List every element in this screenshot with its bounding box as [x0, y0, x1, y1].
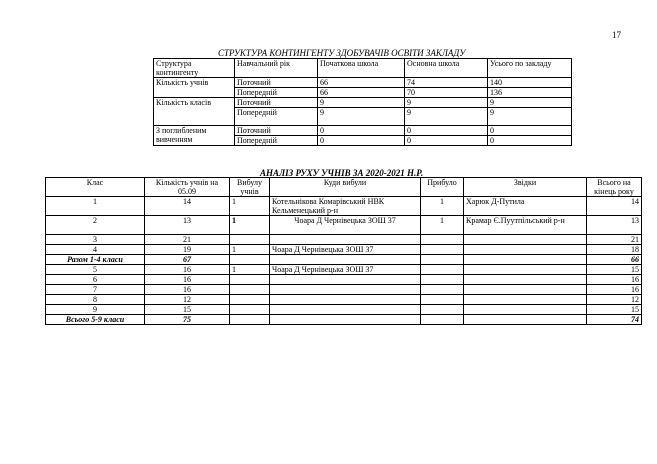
row-group: З поглибленим вивченням [154, 126, 235, 146]
cell: 16 [145, 275, 230, 285]
cell: Попередній [235, 108, 318, 126]
cell [270, 315, 421, 325]
cell [230, 235, 270, 245]
table-row [46, 216, 642, 235]
cell: 66 [587, 255, 642, 265]
contingent-table [153, 58, 572, 146]
table-row [46, 275, 642, 285]
cell: Харюк Д-Путила [464, 197, 587, 216]
header-cell: Початкова школа [318, 59, 405, 78]
cell: 19 [145, 245, 230, 255]
cell: 0 [488, 136, 572, 146]
cell: 8 [46, 295, 145, 305]
cell: 14 [145, 197, 230, 216]
cell [421, 235, 464, 245]
cell: Поточний [235, 98, 318, 108]
cell: 14 [587, 197, 642, 216]
table-row [46, 295, 642, 305]
cell: 9 [318, 108, 405, 126]
cell: 1 [46, 197, 145, 216]
cell: 5 [46, 265, 145, 275]
cell: 9 [488, 108, 572, 126]
cell [230, 285, 270, 295]
cell: 13 [145, 216, 230, 235]
table-row [46, 305, 642, 315]
cell: 4 [46, 245, 145, 255]
cell [421, 255, 464, 265]
cell: 0 [405, 126, 488, 136]
page-number: 17 [612, 30, 621, 40]
cell: 9 [46, 305, 145, 315]
cell: 75 [145, 315, 230, 325]
table-row [154, 78, 572, 88]
table-row [46, 245, 642, 255]
cell [421, 285, 464, 295]
cell [230, 315, 270, 325]
cell: Попередній [235, 136, 318, 146]
cell [270, 235, 421, 245]
cell: Чоара Д Чернівецька ЗОШ 37 [270, 245, 421, 255]
cell: 9 [318, 98, 405, 108]
cell: 66 [318, 88, 405, 98]
cell: 70 [405, 88, 488, 98]
table-row [154, 98, 572, 108]
table-row [46, 197, 642, 216]
table-row [46, 285, 642, 295]
cell: Крамар Є.Пуутпільський р-н [464, 216, 587, 235]
cell: 1 [230, 245, 270, 255]
cell: 74 [587, 315, 642, 325]
cell [421, 305, 464, 315]
table-row [46, 265, 642, 275]
cell: 15 [587, 265, 642, 275]
cell: Разом 1-4 класи [46, 255, 145, 265]
cell: Чоара Д Чернівецька ЗОШ 37 [270, 265, 421, 275]
table1-title: СТРУКТУРА КОНТИНГЕНТУ ЗДОБУВАЧІВ ОСВІТИ ЗАКЛАДУ [218, 48, 466, 58]
cell: 136 [488, 88, 572, 98]
cell: 12 [145, 295, 230, 305]
cell [464, 275, 587, 285]
cell: 0 [318, 136, 405, 146]
cell [464, 245, 587, 255]
header-cell: Всього на кінець року [587, 178, 642, 197]
cell [230, 305, 270, 315]
cell: Котельнікова Комарівський НВК Кельменецький р-н [270, 197, 421, 216]
cell [421, 295, 464, 305]
cell [230, 255, 270, 265]
cell [464, 295, 587, 305]
cell [270, 275, 421, 285]
cell [270, 285, 421, 295]
cell: Попередній [235, 88, 318, 98]
header-cell: Прибуло [421, 178, 464, 197]
cell: 67 [145, 255, 230, 265]
header-cell: Звідки [464, 178, 587, 197]
cell [421, 275, 464, 285]
cell: Всього 5-9 класи [46, 315, 145, 325]
cell: 2 [46, 216, 145, 235]
row-group: Кількість класів [154, 98, 235, 126]
cell [464, 305, 587, 315]
cell [230, 275, 270, 285]
cell: 16 [587, 275, 642, 285]
cell: 15 [587, 305, 642, 315]
cell [421, 265, 464, 275]
cell: 21 [145, 235, 230, 245]
header-cell: Основна школа [405, 59, 488, 78]
cell [421, 315, 464, 325]
cell: 18 [587, 245, 642, 255]
cell: 21 [587, 235, 642, 245]
cell: 0 [318, 126, 405, 136]
student-movement-table [45, 177, 642, 325]
cell [464, 285, 587, 295]
cell [464, 315, 587, 325]
cell: 9 [405, 108, 488, 126]
cell: 9 [405, 98, 488, 108]
header-cell: Структура контингенту [154, 59, 235, 78]
cell [464, 265, 587, 275]
cell [270, 295, 421, 305]
cell: 66 [318, 78, 405, 88]
cell: 15 [145, 305, 230, 315]
cell [230, 295, 270, 305]
table-row [46, 255, 642, 265]
cell: 1 [230, 197, 270, 216]
cell: 3 [46, 235, 145, 245]
cell [464, 235, 587, 245]
cell: 1 [421, 197, 464, 216]
cell: Поточний [235, 78, 318, 88]
header-cell: Вибулу учнів [230, 178, 270, 197]
header-cell: Клас [46, 178, 145, 197]
cell: Поточний [235, 126, 318, 136]
cell: 0 [405, 136, 488, 146]
cell: 16 [587, 285, 642, 295]
cell: 1 [421, 216, 464, 235]
cell: 6 [46, 275, 145, 285]
header-cell: Усього по закладу [488, 59, 572, 78]
header-cell: Навчальний рік [235, 59, 318, 78]
cell [270, 305, 421, 315]
table-row [46, 235, 642, 245]
cell [421, 245, 464, 255]
cell: 12 [587, 295, 642, 305]
cell: 1 [230, 216, 270, 235]
cell [270, 255, 421, 265]
cell [464, 255, 587, 265]
header-cell: Кількість учнів на 05.09 [145, 178, 230, 197]
table-header-row [154, 59, 572, 78]
cell: 0 [488, 126, 572, 136]
table-header-row [46, 178, 642, 197]
cell: 16 [145, 285, 230, 295]
cell: 16 [145, 265, 230, 275]
table2-title: АНАЛІЗ РУХУ УЧНІВ ЗА 2020-2021 Н.Р. [260, 168, 424, 178]
row-group: Кількість учнів [154, 78, 235, 98]
cell: 9 [488, 98, 572, 108]
cell: 7 [46, 285, 145, 295]
cell: 13 [587, 216, 642, 235]
cell: 74 [405, 78, 488, 88]
cell: 140 [488, 78, 572, 88]
table-row [154, 126, 572, 136]
cell: Чоара Д Чернівецька ЗОШ 37 [270, 216, 421, 235]
cell: 1 [230, 265, 270, 275]
header-cell: Куди вибули [270, 178, 421, 197]
table-row [46, 315, 642, 325]
